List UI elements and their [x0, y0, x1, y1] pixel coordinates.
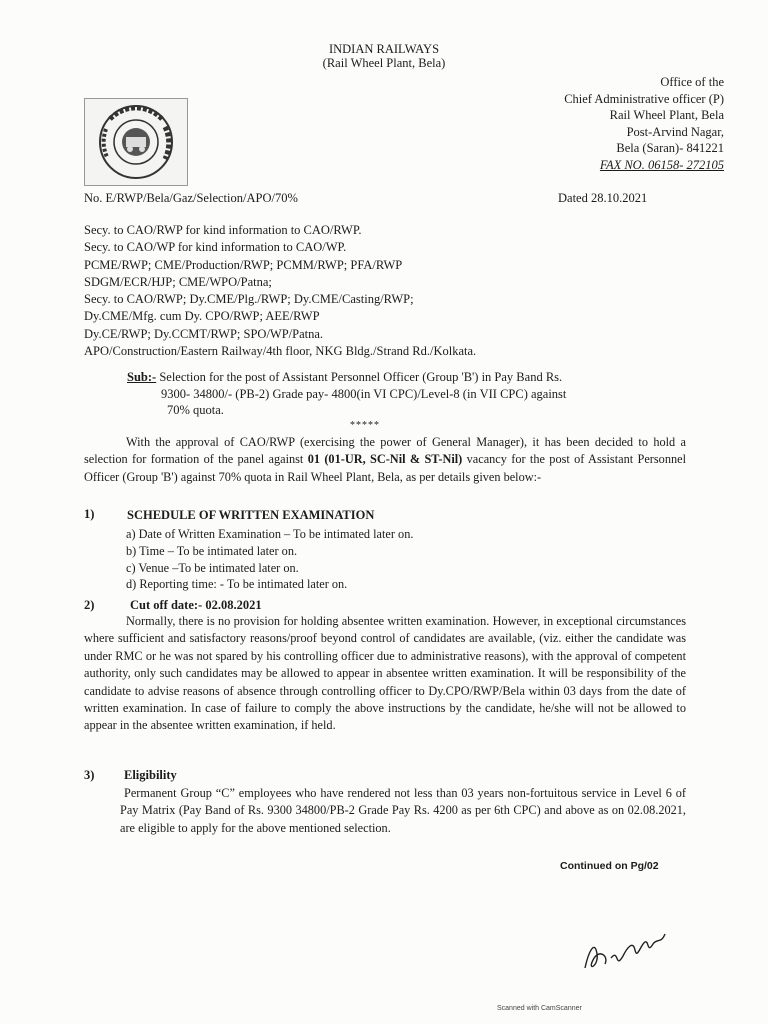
office-address — [470, 74, 724, 173]
distribution-item: Dy.CE/RWP; Dy.CCMT/RWP; SPO/WP/Patna. — [84, 326, 324, 341]
distribution-list — [84, 222, 476, 360]
office-line: Rail Wheel Plant, Bela — [609, 108, 724, 122]
office-line: Bela (Saran)- 841221 — [616, 141, 724, 155]
list-item: c) Venue –To be intimated later on. — [126, 560, 299, 575]
distribution-item: Secy. to CAO/RWP for kind information to CAO/RWP. — [84, 223, 362, 237]
office-line: Office of the — [660, 75, 724, 89]
subject-line: 70% quota. — [167, 403, 224, 417]
vacancy-count: 01 (01-UR, SC-Nil & ST-Nil) — [307, 452, 463, 467]
distribution-item: PCME/RWP; CME/Production/RWP; PCMM/RWP; PFA/RWP — [84, 257, 403, 272]
section-title: SCHEDULE OF WRITTEN EXAMINATION — [127, 508, 375, 522]
office-line: Chief Administrative officer (P) — [564, 91, 724, 106]
indian-railways-logo — [84, 98, 188, 186]
distribution-item: Secy. to CAO/WP for kind information to CAO/WP. — [84, 240, 347, 255]
section-body: Normally, there is no provision for holding absentee written examination. However, in exceptional circumstances where sufficient and satisfactory reasons/proof beyond control of candidates are available, (viz. either the candidate was under RMC or he was not spared by his controlling officer due to administrative reasons), with the approval of competent authority, only such candidates may be allowed to appear in absentee written examination. It will be responsibility of the candidate to advise reasons of absence through controlling officer to Dy.CPO/RWP/Bela within 03 days from the date of written examination. In case of failure to comply the above instructions by the candidate, he/she will not be allowed to appear in the absentee written examination, if held. — [84, 614, 686, 733]
signature — [575, 920, 675, 980]
intro-paragraph — [84, 434, 686, 486]
distribution-item: Dy.CME/Mfg. cum Dy. CPO/RWP; AEE/RWP — [84, 309, 320, 324]
distribution-item: APO/Construction/Eastern Railway/4th floor, NKG Bldg./Strand Rd./Kolkata. — [84, 344, 477, 359]
railway-emblem-icon — [85, 99, 187, 185]
section-body: Permanent Group “C” employees who have rendered not less than 03 years non-fortuitous service in Level 6 of Pay Matrix (Pay Band of Rs. 9300 34800/PB-2 Grade Pay Rs. 4200 as per 6th CPC) and above as on 02.08.2021, are eligible to apply for the above mentioned selection. — [120, 786, 686, 835]
schedule-list — [126, 526, 413, 593]
section-number: 3) — [84, 768, 95, 782]
subject-line: 9300- 34800/- (PB-2) Grade pay- 4800(in VI CPC)/Level-8 (in VII CPC) against — [161, 386, 567, 401]
list-item: d) Reporting time: - To be intimated later on. — [126, 577, 348, 592]
subject-line: Selection for the post of Assistant Personnel Officer (Group 'B') in Pay Band Rs. — [156, 370, 563, 384]
separator-stars: ***** — [350, 420, 380, 431]
reference-number: No. E/RWP/Bela/Gaz/Selection/APO/70% — [84, 191, 298, 205]
distribution-item: Secy. to CAO/RWP; Dy.CME/Plg./RWP; Dy.CME/Casting/RWP; — [84, 292, 414, 307]
section-title: Eligibility — [124, 768, 177, 782]
document-org: INDIAN RAILWAYS — [328, 42, 440, 56]
section-title: Cut off date:- 02.08.2021 — [130, 598, 262, 612]
list-item: b) Time – To be intimated later on. — [126, 543, 298, 558]
office-line: Post-Arvind Nagar, — [626, 124, 724, 139]
intro-text: vacancy for the post of Assistant Personnel Officer (Group 'B') against 70% quota in Rail Wheel Plant, Bela, as per details given below:- — [84, 452, 686, 484]
fax-number: FAX NO. 06158- 272105 — [599, 157, 724, 172]
list-item: a) Date of Written Examination – To be intimated later on. — [126, 527, 414, 541]
document-date: Dated 28.10.2021 — [558, 191, 648, 205]
section-number: 2) — [84, 598, 95, 612]
camscanner-watermark: Scanned with CamScanner — [497, 1005, 582, 1012]
subject-label: Sub:- — [127, 370, 157, 384]
subject-block — [127, 369, 566, 419]
signature-icon — [575, 920, 675, 980]
distribution-item: SDGM/ECR/HJP; CME/WPO/Patna; — [84, 274, 272, 289]
continued-note: Continued on Pg/02 — [560, 860, 659, 872]
intro-text: With the approval of CAO/RWP (exercising the power of General Manager), it has been decided to hold a selection for formation of the panel against — [84, 435, 686, 467]
section-number: 1) — [84, 507, 95, 521]
document-unit: (Rail Wheel Plant, Bela) — [322, 56, 446, 70]
